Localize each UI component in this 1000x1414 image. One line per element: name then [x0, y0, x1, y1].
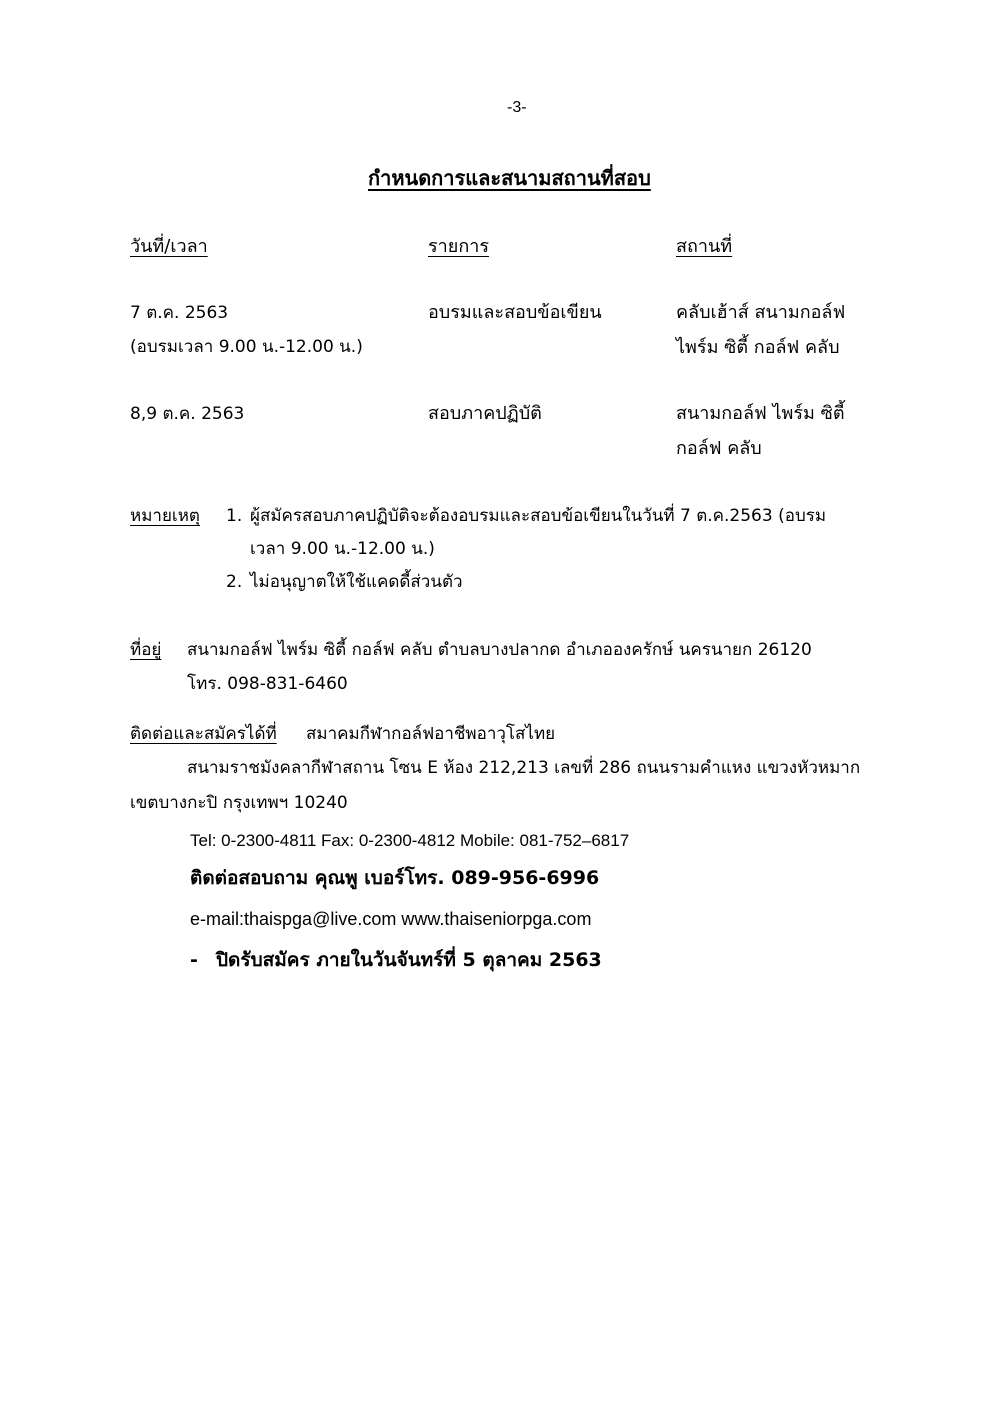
- note2-text: ไม่อนุญาตให้ใช้แคดดี้ส่วนตัว: [250, 572, 463, 592]
- header-date: วันที่/เวลา: [130, 236, 208, 257]
- address-phone: โทร. 098-831-6460: [187, 674, 348, 694]
- row2-place-line1: สนามกอล์ฟ ไพร์ม ซิตี้: [676, 403, 845, 424]
- row1-time: (อบรมเวลา 9.00 น.-12.00 น.): [130, 337, 363, 357]
- row2-date: 8,9 ต.ค. 2563: [130, 404, 245, 424]
- row2-item: สอบภาคปฏิบัติ: [428, 403, 542, 424]
- contact-tel-line: Tel: 0-2300-4811 Fax: 0-2300-4812 Mobile: 081-752–6817: [190, 831, 630, 850]
- row1-place-line2: ไพร์ม ซิตี้ กอล์ฟ คลับ: [676, 337, 840, 358]
- page-title: กำหนดการและสนามสถานที่สอบ: [368, 166, 651, 190]
- contact-inquiry: ติดต่อสอบถาม คุณพู เบอร์โทร. 089-956-6996: [190, 867, 600, 889]
- note1-line2: เวลา 9.00 น.-12.00 น.): [250, 539, 435, 559]
- contact-address-line2: เขตบางกะปิ กรุงเทพฯ 10240: [130, 793, 348, 813]
- header-item: รายการ: [428, 236, 489, 257]
- notes-label: หมายเหตุ: [130, 506, 200, 526]
- contact-email-web: e-mail:thaispga@live.com www.thaiseniorpga.com: [190, 909, 592, 929]
- row1-place-line1: คลับเฮ้าส์ สนามกอล์ฟ: [676, 302, 846, 323]
- address-label: ที่อยู่: [130, 640, 162, 660]
- row2-place-line2: กอล์ฟ คลับ: [676, 438, 762, 459]
- note1-number: 1.: [226, 506, 243, 526]
- deadline-dash: -: [190, 949, 198, 971]
- contact-label: ติดต่อและสมัครได้ที่: [130, 724, 277, 744]
- contact-address-line1: สนามราชมังคลากีฬาสถาน โซน E ห้อง 212,213 เลขที่ 286 ถนนรามคำแหง แขวงหัวหมาก: [187, 758, 861, 778]
- address-line: สนามกอล์ฟ ไพร์ม ซิตี้ กอล์ฟ คลับ ตำบลบางปลากด อำเภอองครักษ์ นครนายก 26120: [187, 640, 812, 660]
- header-place: สถานที่: [676, 236, 733, 257]
- deadline-text: ปิดรับสมัคร ภายในวันจันทร์ที่ 5 ตุลาคม 2563: [216, 949, 602, 971]
- contact-organization: สมาคมกีฬากอล์ฟอาชีพอาวุโสไทย: [306, 724, 556, 744]
- page-number: -3-: [507, 99, 527, 116]
- row1-item: อบรมและสอบข้อเขียน: [428, 302, 602, 323]
- row1-date: 7 ต.ค. 2563: [130, 303, 229, 323]
- note2-number: 2.: [226, 572, 243, 592]
- note1-line1: ผู้สมัครสอบภาคปฏิบัติจะต้องอบรมและสอบข้อเขียนในวันที่ 7 ต.ค.2563 (อบรม: [250, 506, 827, 526]
